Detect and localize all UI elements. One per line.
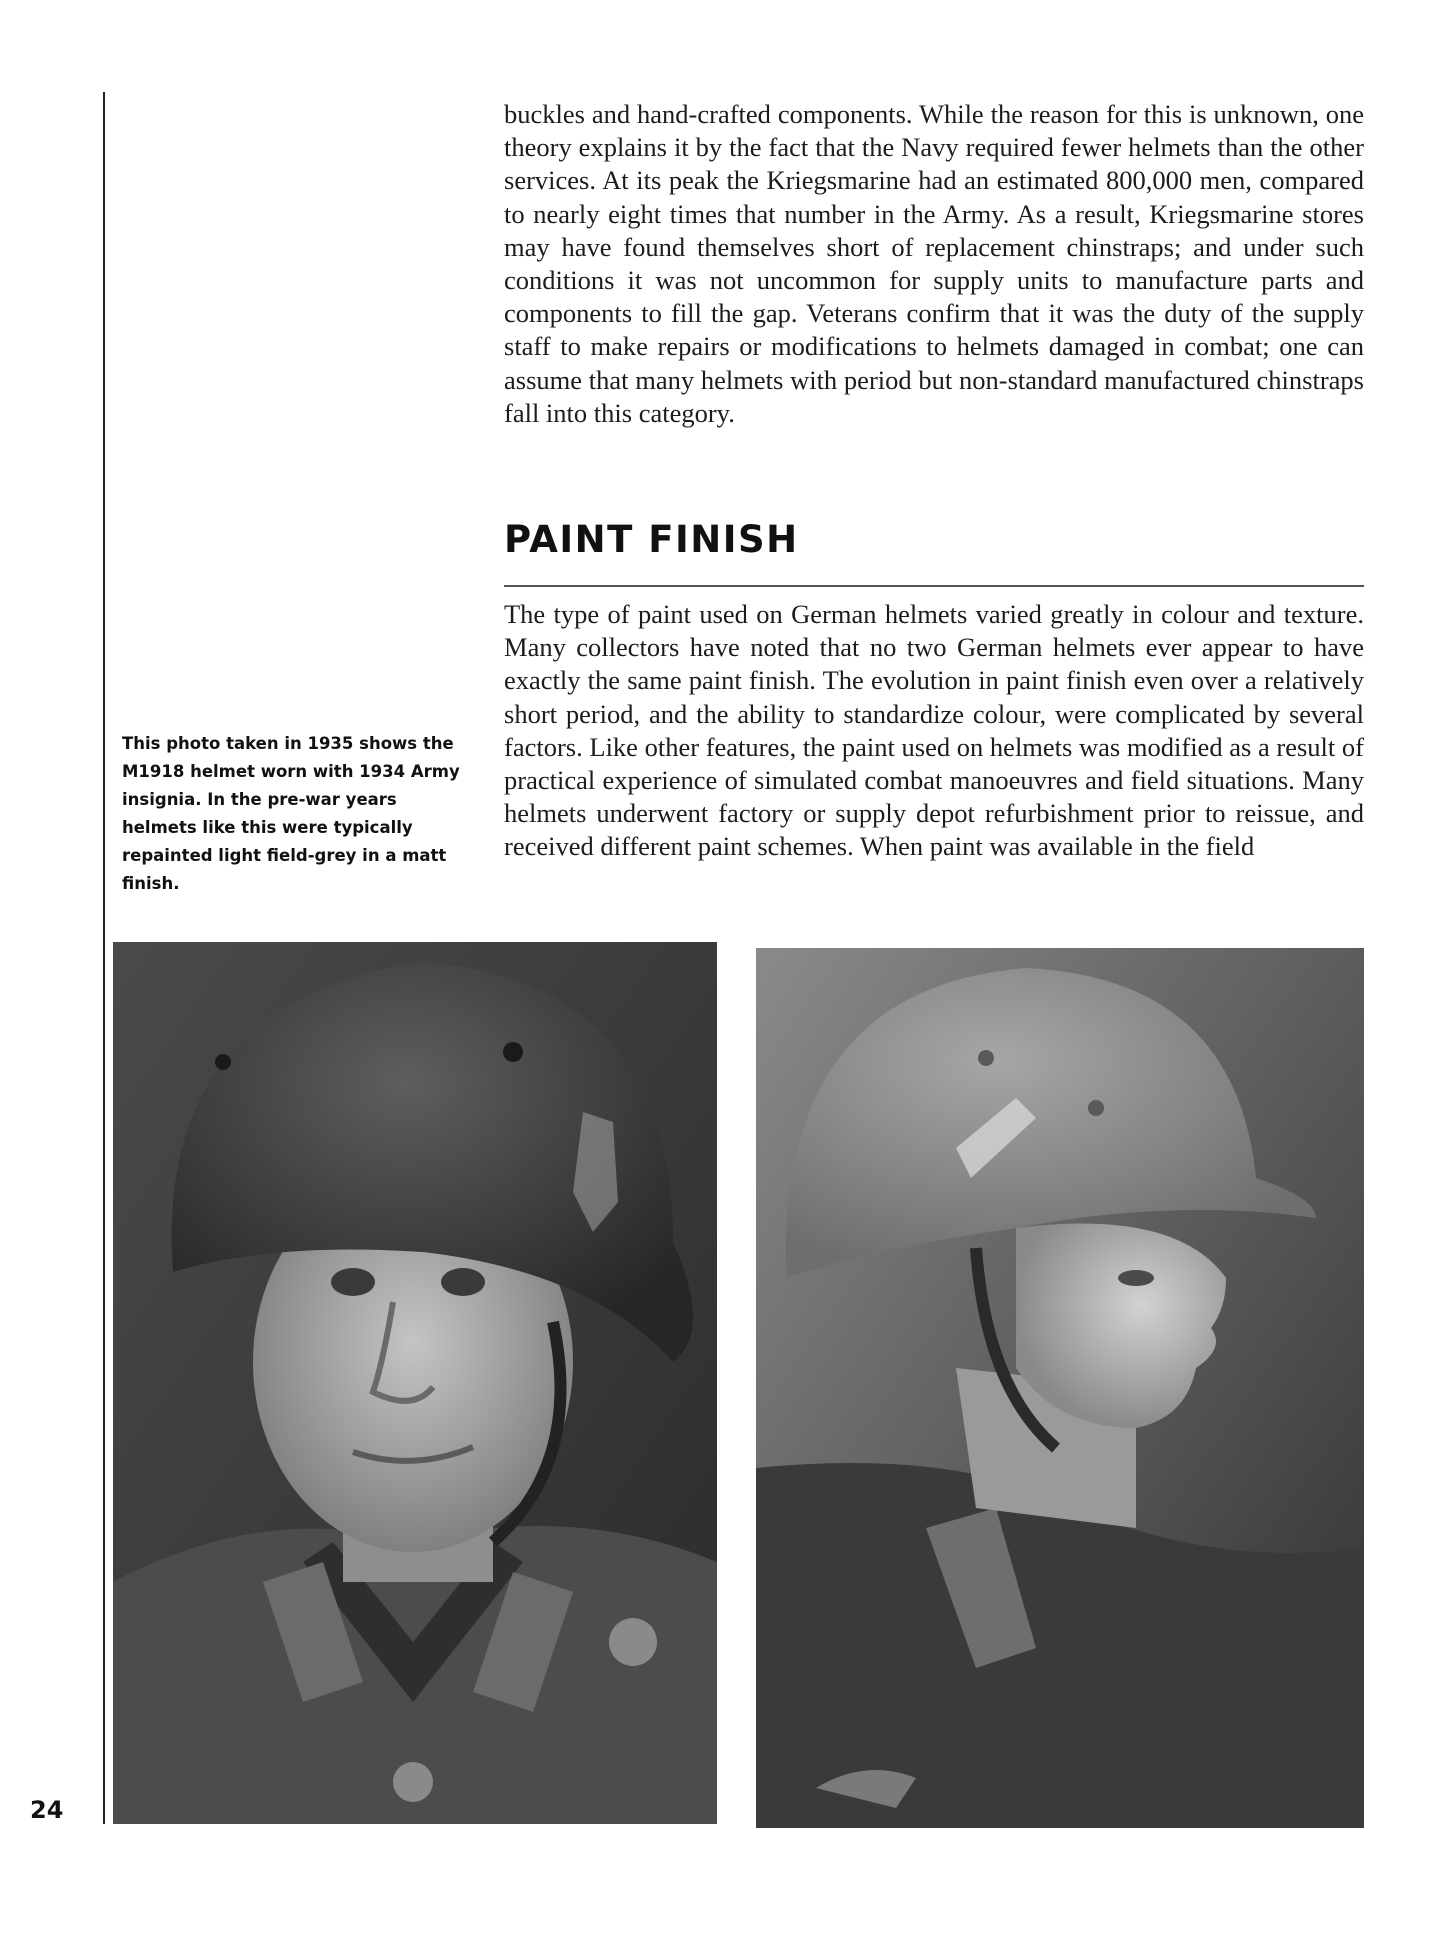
page-number: 24 — [30, 1796, 64, 1824]
section-paragraph: The type of paint used on German helmets varied greatly in colour and texture. Many collectors have noted that no two German helmets ever appear to have exactly the same paint finish. The evolution in paint finish even over a relatively short period, and the ability to standardize colour, were complicated by several factors. Like other features, the paint used on helmets was modified as a result of practical experience of simulated combat manoeuvres and field situations. Many helmets underwent factory or supply depot refurbishment prior to reissue, and received different paint schemes. When paint was available in the field — [504, 599, 1364, 862]
intro-paragraph: buckles and hand-crafted components. While the reason for this is unknown, one theory explains it by the fact that the Navy required fewer helmets than the other services. At its peak the Kriegsmarine had an estimated 800,000 men, compared to nearly eight times that number in the Army. As a result, Kriegsmarine stores may have found themselves short of replacement chinstraps; and under such conditions it was not uncommon for supply units to manufacture parts and components to fill the gap. Veterans confirm that it was the duty of the supply staff to make repairs or modifications to helmets damaged in combat; one can assume that many helmets with period but non-standard manufactured chinstraps fall into this category. — [504, 99, 1364, 428]
heading-rule — [504, 585, 1364, 587]
soldier-portrait-front-photo — [113, 942, 717, 1824]
soldier-portrait-profile-photo — [756, 948, 1364, 1828]
margin-rule — [103, 92, 105, 1824]
section-heading: PAINT FINISH — [504, 518, 799, 561]
photo-caption: This photo taken in 1935 shows the M1918 helmet worn with 1934 Army insignia. In the pre-war years helmets like this were typically repainted light field-grey in a matt finish. — [122, 734, 460, 893]
